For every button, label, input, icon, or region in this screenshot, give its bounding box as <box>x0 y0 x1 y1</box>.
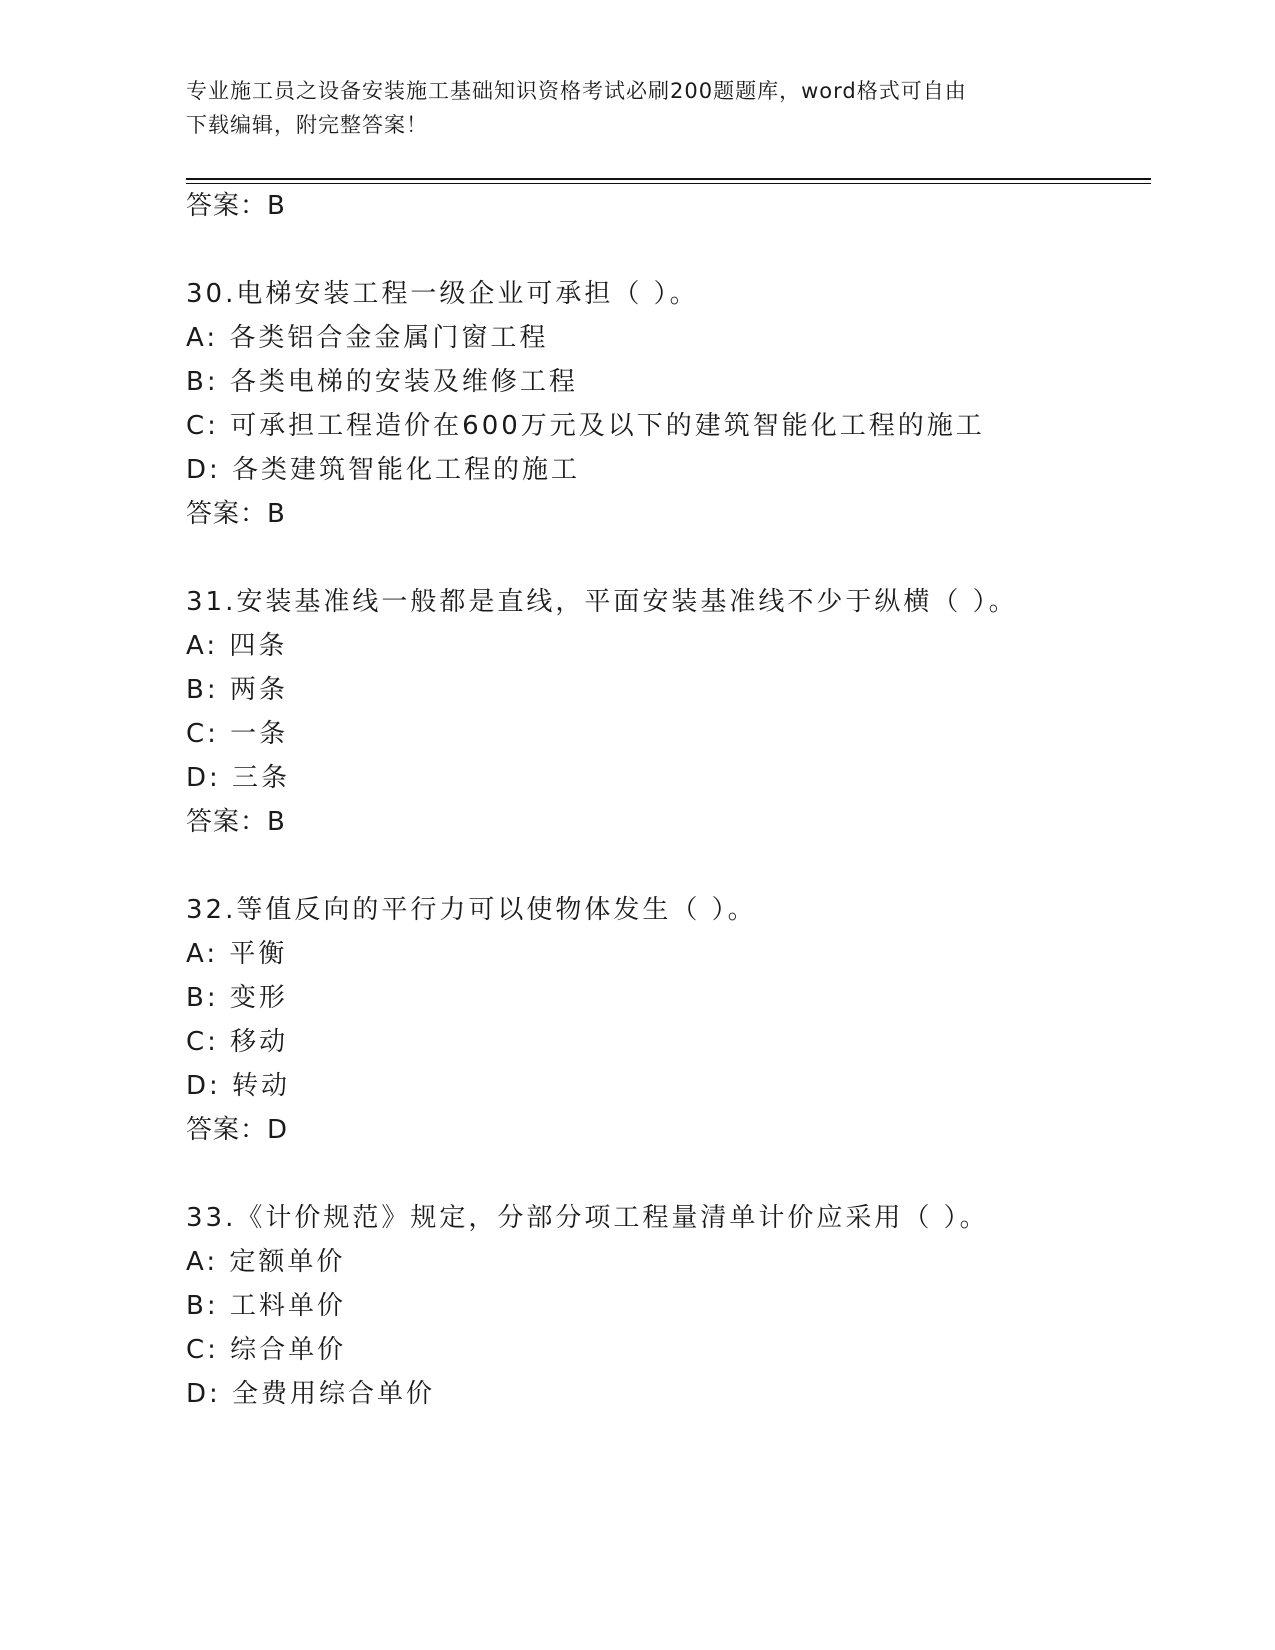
option-b-31: B: 两条 <box>186 675 288 705</box>
option-d-32: D: 转动 <box>186 1071 291 1101</box>
option-a-33: A: 定额单价 <box>186 1247 346 1277</box>
answer-32: 答案：D <box>186 1115 289 1145</box>
option-d-33: D: 全费用综合单价 <box>186 1379 436 1409</box>
option-c-33: C: 综合单价 <box>186 1335 347 1365</box>
option-c-30: C: 可承担工程造价在600万元及以下的建筑智能化工程的施工 <box>186 411 985 441</box>
question-stem-31: 31.安装基准线一般都是直线，平面安装基准线不少于纵横（ ）。 <box>186 587 1018 617</box>
option-b-32: B: 变形 <box>186 983 288 1013</box>
answer-prev: 答案：B <box>186 191 286 221</box>
question-stem-33: 33.《计价规范》规定，分部分项工程量清单计价应采用（ ）。 <box>186 1203 989 1233</box>
question-stem-32: 32.等值反向的平行力可以使物体发生（ ）。 <box>186 895 757 925</box>
option-d-31: D: 三条 <box>186 763 291 793</box>
answer-30: 答案：B <box>186 499 286 529</box>
option-c-31: C: 一条 <box>186 719 289 749</box>
option-a-31: A: 四条 <box>186 631 288 661</box>
option-a-30: A: 各类铝合金金属门窗工程 <box>186 323 549 353</box>
option-b-30: B: 各类电梯的安装及维修工程 <box>186 367 578 397</box>
header-line-1: 专业施工员之设备安装施工基础知识资格考试必刷200题题库，word格式可自由 <box>186 79 967 103</box>
option-d-30: D: 各类建筑智能化工程的施工 <box>186 455 581 485</box>
option-b-33: B: 工料单价 <box>186 1291 346 1321</box>
document-header <box>186 74 1066 142</box>
option-c-32: C: 移动 <box>186 1027 289 1057</box>
option-a-32: A: 平衡 <box>186 939 288 969</box>
answer-31: 答案：B <box>186 807 286 837</box>
question-stem-30: 30.电梯安装工程一级企业可承担（ ）。 <box>186 279 699 309</box>
header-divider-thin <box>186 183 1151 184</box>
header-divider <box>186 178 1151 180</box>
header-line-2: 下载编辑，附完整答案！ <box>186 113 428 137</box>
